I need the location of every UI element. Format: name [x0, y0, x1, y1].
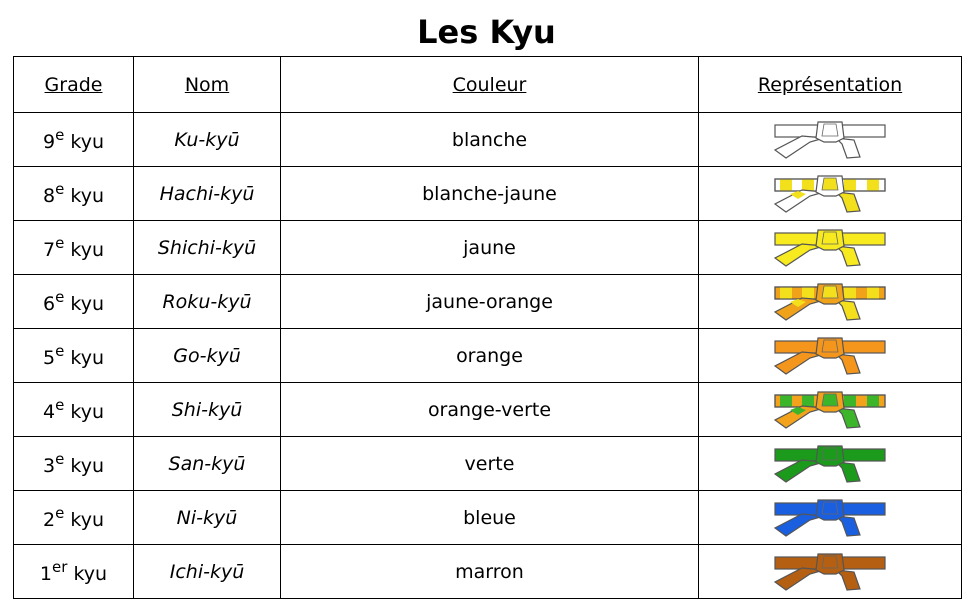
- nom-cell: Ku-kyū: [134, 113, 281, 167]
- header-nom: Nom: [134, 57, 281, 113]
- representation-cell: [699, 329, 962, 383]
- couleur-cell: jaune-orange: [281, 275, 699, 329]
- table-row: [14, 437, 962, 491]
- nom-cell: Hachi-kyū: [134, 167, 281, 221]
- grade-cell: [14, 113, 134, 167]
- grade-suffix: e: [55, 504, 65, 522]
- grade-unit: kyu: [70, 401, 104, 423]
- grade-unit: kyu: [73, 563, 108, 585]
- grade-number: 7: [43, 239, 56, 261]
- grade-suffix: e: [55, 450, 65, 468]
- grade-number: 9: [43, 131, 56, 153]
- representation-cell: [699, 383, 962, 437]
- grade-cell: [14, 329, 134, 383]
- grade-suffix: e: [55, 234, 65, 252]
- representation-cell: [699, 113, 962, 167]
- grade-cell: [14, 221, 134, 275]
- representation-cell: [699, 167, 962, 221]
- grade-suffix: e: [55, 342, 65, 360]
- nom-cell: Ichi-kyū: [134, 545, 281, 599]
- representation-cell: [699, 221, 962, 275]
- couleur-cell: marron: [281, 545, 699, 599]
- grade-unit: kyu: [70, 509, 104, 531]
- grade-unit: kyu: [70, 185, 104, 207]
- header-grade: Grade: [14, 57, 134, 113]
- representation-cell: [699, 545, 962, 599]
- table-row: [14, 383, 962, 437]
- nom-cell: Roku-kyū: [134, 275, 281, 329]
- nom-cell: Go-kyū: [134, 329, 281, 383]
- nom-cell: Shi-kyū: [134, 383, 281, 437]
- representation-cell: [699, 437, 962, 491]
- couleur-cell: bleue: [281, 491, 699, 545]
- grade-number: 8: [43, 185, 56, 207]
- grade-suffix: e: [55, 288, 65, 306]
- grade-number: 5: [43, 347, 56, 369]
- grade-number: 4: [43, 401, 56, 423]
- page-title: Les Kyu: [417, 13, 556, 51]
- grade-number: 6: [43, 293, 56, 315]
- grade-unit: kyu: [70, 131, 104, 153]
- couleur-cell: orange: [281, 329, 699, 383]
- grade-suffix: e: [55, 180, 65, 198]
- couleur-cell: verte: [281, 437, 699, 491]
- grade-suffix: er: [52, 558, 68, 576]
- table-row: [14, 545, 962, 599]
- grade-cell: [14, 275, 134, 329]
- grade-cell: [14, 545, 134, 599]
- grade-number: 1: [39, 563, 52, 585]
- grade-unit: kyu: [70, 455, 104, 477]
- brown-belt-icon: [772, 550, 888, 594]
- table-row: [14, 221, 962, 275]
- white-yellow-belt-icon: [772, 172, 888, 216]
- yellow-belt-icon: [772, 226, 888, 270]
- couleur-cell: jaune: [281, 221, 699, 275]
- grade-unit: kyu: [70, 239, 104, 261]
- yellow-orange-belt-icon: [772, 280, 888, 324]
- table-row: [14, 329, 962, 383]
- table-row: [14, 113, 962, 167]
- orange-green-belt-icon: [772, 388, 888, 432]
- couleur-cell: blanche-jaune: [281, 167, 699, 221]
- grade-cell: [14, 491, 134, 545]
- grade-number: 3: [43, 455, 56, 477]
- header-couleur: Couleur: [281, 57, 699, 113]
- green-belt-icon: [772, 442, 888, 486]
- kyu-table: [13, 56, 962, 599]
- white-belt-icon: [772, 118, 888, 162]
- representation-cell: [699, 491, 962, 545]
- table-row: [14, 491, 962, 545]
- grade-unit: kyu: [70, 293, 104, 315]
- grade-suffix: e: [55, 396, 65, 414]
- representation-cell: [699, 275, 962, 329]
- grade-cell: [14, 437, 134, 491]
- table-row: [14, 167, 962, 221]
- couleur-cell: orange-verte: [281, 383, 699, 437]
- header-representation: Représentation: [699, 57, 962, 113]
- couleur-cell: blanche: [281, 113, 699, 167]
- grade-suffix: e: [55, 126, 65, 144]
- table-header-row: [14, 57, 962, 113]
- grade-unit: kyu: [70, 347, 104, 369]
- grade-cell: [14, 167, 134, 221]
- nom-cell: Ni-kyū: [134, 491, 281, 545]
- blue-belt-icon: [772, 496, 888, 540]
- nom-cell: Shichi-kyū: [134, 221, 281, 275]
- nom-cell: San-kyū: [134, 437, 281, 491]
- grade-cell: [14, 383, 134, 437]
- grade-number: 2: [43, 509, 56, 531]
- orange-belt-icon: [772, 334, 888, 378]
- table-row: [14, 275, 962, 329]
